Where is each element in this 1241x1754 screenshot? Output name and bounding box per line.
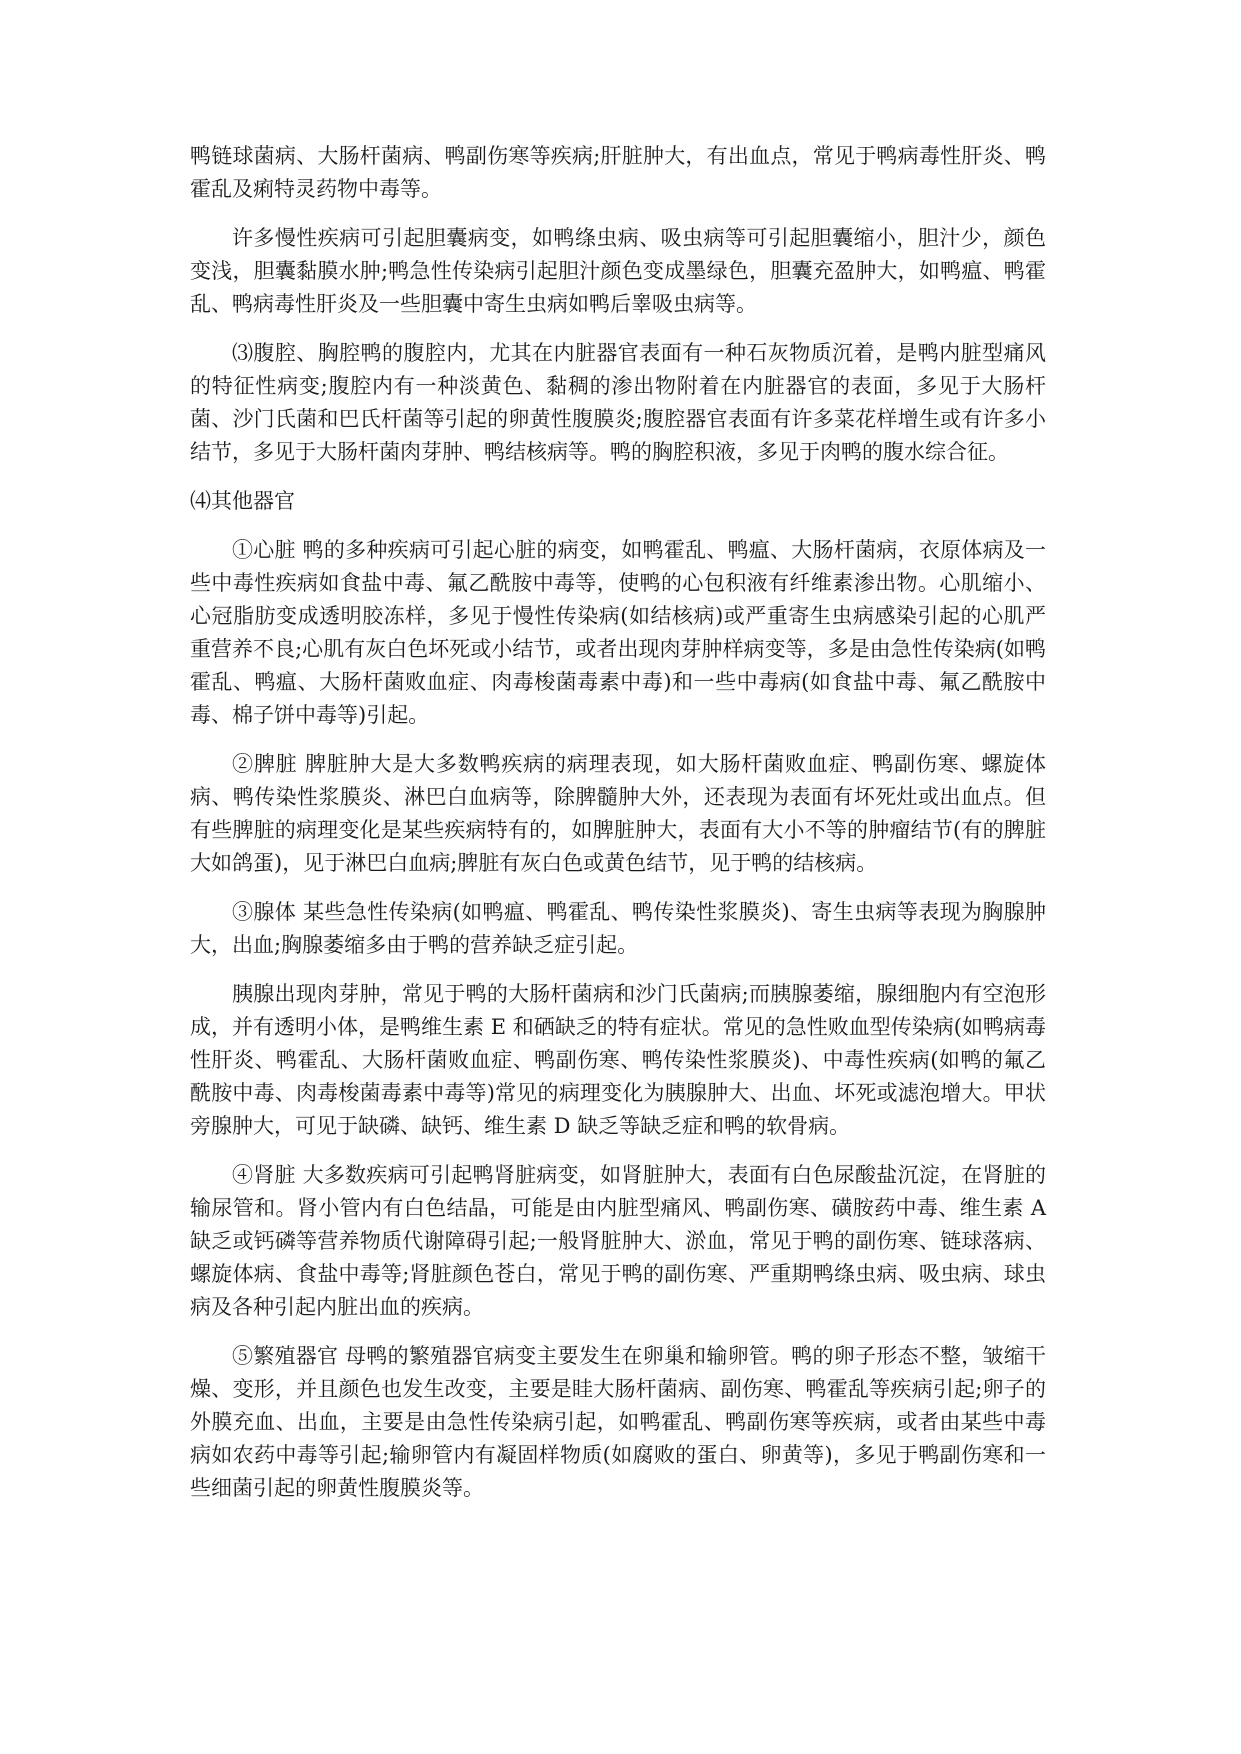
paragraph-glands: ③腺体 某些急性传染病(如鸭瘟、鸭霍乱、鸭传染性浆膜炎)、寄生虫病等表现为胸腺肿大，出血;胸腺萎缩多由于鸭的营养缺乏症引起。	[190, 900, 1046, 957]
paragraph-spleen: ②脾脏 脾脏肿大是大多数鸭疾病的病理表现，如大肠杆菌败血症、鸭副伤寒、螺旋体病、鸭传染性浆膜炎、淋巴白血病等，除脾髓肿大外，还表现为表面有坏死灶或出血点。但有些脾脏的病理变化是某些疾病特有的，如脾脏肿大，表面有大小不等的肿瘤结节(有的脾脏大如鸽蛋)，见于淋巴白血病;脾脏有灰白色或黄色结节，见于鸭的结核病。	[190, 752, 1046, 875]
section-heading-other-organs: ⑷其他器官	[190, 489, 295, 513]
paragraph-gallbladder: 许多慢性疾病可引起胆囊病变，如鸭绦虫病、吸虫病等可引起胆囊缩小，胆汁少，颜色变浅，胆囊黏膜水肿;鸭急性传染病引起胆汁颜色变成墨绿色，胆囊充盈肿大，如鸭瘟、鸭霍乱、鸭病毒性肝炎及一些胆囊中寄生虫病如鸭后睾吸虫病等。	[190, 226, 1046, 316]
paragraph-abdominal-cavity: ⑶腹腔、胸腔鸭的腹腔内，尤其在内脏器官表面有一种石灰物质沉着，是鸭内脏型痛风的特征性病变;腹腔内有一种淡黄色、黏稠的渗出物附着在内脏器官的表面，多见于大肠杆菌、沙门氏菌和巴氏杆菌等引起的卵黄性腹膜炎;腹腔器官表面有许多菜花样增生或有许多小结节，多见于大肠杆菌肉芽肿、鸭结核病等。鸭的胸腔积液，多见于肉鸭的腹水综合征。	[190, 341, 1046, 464]
paragraph-liver-continued: 鸭链球菌病、大肠杆菌病、鸭副伤寒等疾病;肝脏肿大，有出血点，常见于鸭病毒性肝炎、鸭霍乱及痢特灵药物中毒等。	[190, 144, 1046, 201]
paragraph-kidney: ④肾脏 大多数疾病可引起鸭肾脏病变，如肾脏肿大，表面有白色尿酸盐沉淀，在肾脏的输尿管和。肾小管内有白色结晶，可能是由内脏型痛风、鸭副伤寒、磺胺药中毒、维生素 A 缺乏或钙磷等营养物质代谢障碍引起;一般肾脏肿大、淤血，常见于鸭的副伤寒、链球落病、螺旋体病、食盐中毒等;肾脏颜色苍白，常见于鸭的副伤寒、严重期鸭绦虫病、吸虫病、球虫病及各种引起内脏出血的疾病。	[190, 1163, 1046, 1319]
paragraph-pancreas: 胰腺出现肉芽肿，常见于鸭的大肠杆菌病和沙门氏菌病;而胰腺萎缩，腺细胞内有空泡形成，并有透明小体，是鸭维生素 E 和硒缺乏的特有症状。常见的急性败血型传染病(如鸭病毒性肝炎、鸭霍乱、大肠杆菌败血症、鸭副伤寒、鸭传染性浆膜炎)、中毒性疾病(如鸭的氟乙酰胺中毒、肉毒梭菌毒素中毒等)常见的病理变化为胰腺肿大、出血、坏死或滤泡增大。甲状旁腺肿大，可见于缺磷、缺钙、维生素 D 缺乏等缺乏症和鸭的软骨病。	[190, 982, 1046, 1138]
paragraph-heart: ①心脏 鸭的多种疾病可引起心脏的病变，如鸭霍乱、鸭瘟、大肠杆菌病，衣原体病及一些中毒性疾病如食盐中毒、氟乙酰胺中毒等，使鸭的心包积液有纤维素渗出物。心肌缩小、心冠脂肪变成透明胶冻样，多见于慢性传染病(如结核病)或严重寄生虫病感染引起的心肌严重营养不良;心肌有灰白色坏死或小结节，或者出现肉芽肿样病变等，多是由急性传染病(如鸭霍乱、鸭瘟、大肠杆菌败血症、肉毒梭菌毒素中毒)和一些中毒病(如食盐中毒、氟乙酰胺中毒、棉子饼中毒等)引起。	[190, 538, 1046, 727]
paragraph-reproductive-organs: ⑤繁殖器官 母鸭的繁殖器官病变主要发生在卵巢和输卵管。鸭的卵子形态不整，皱缩干燥、变形，并且颜色也发生改变，主要是眭大肠杆菌病、副伤寒、鸭霍乱等疾病引起;卵子的外膜充血、出血，主要是由急性传染病引起，如鸭霍乱、鸭副伤寒等疾病，或者由某些中毒病如农药中毒等引起;输卵管内有凝固样物质(如腐败的蛋白、卵黄等)，多见于鸭副伤寒和一些细菌引起的卵黄性腹膜炎等。	[190, 1344, 1046, 1500]
